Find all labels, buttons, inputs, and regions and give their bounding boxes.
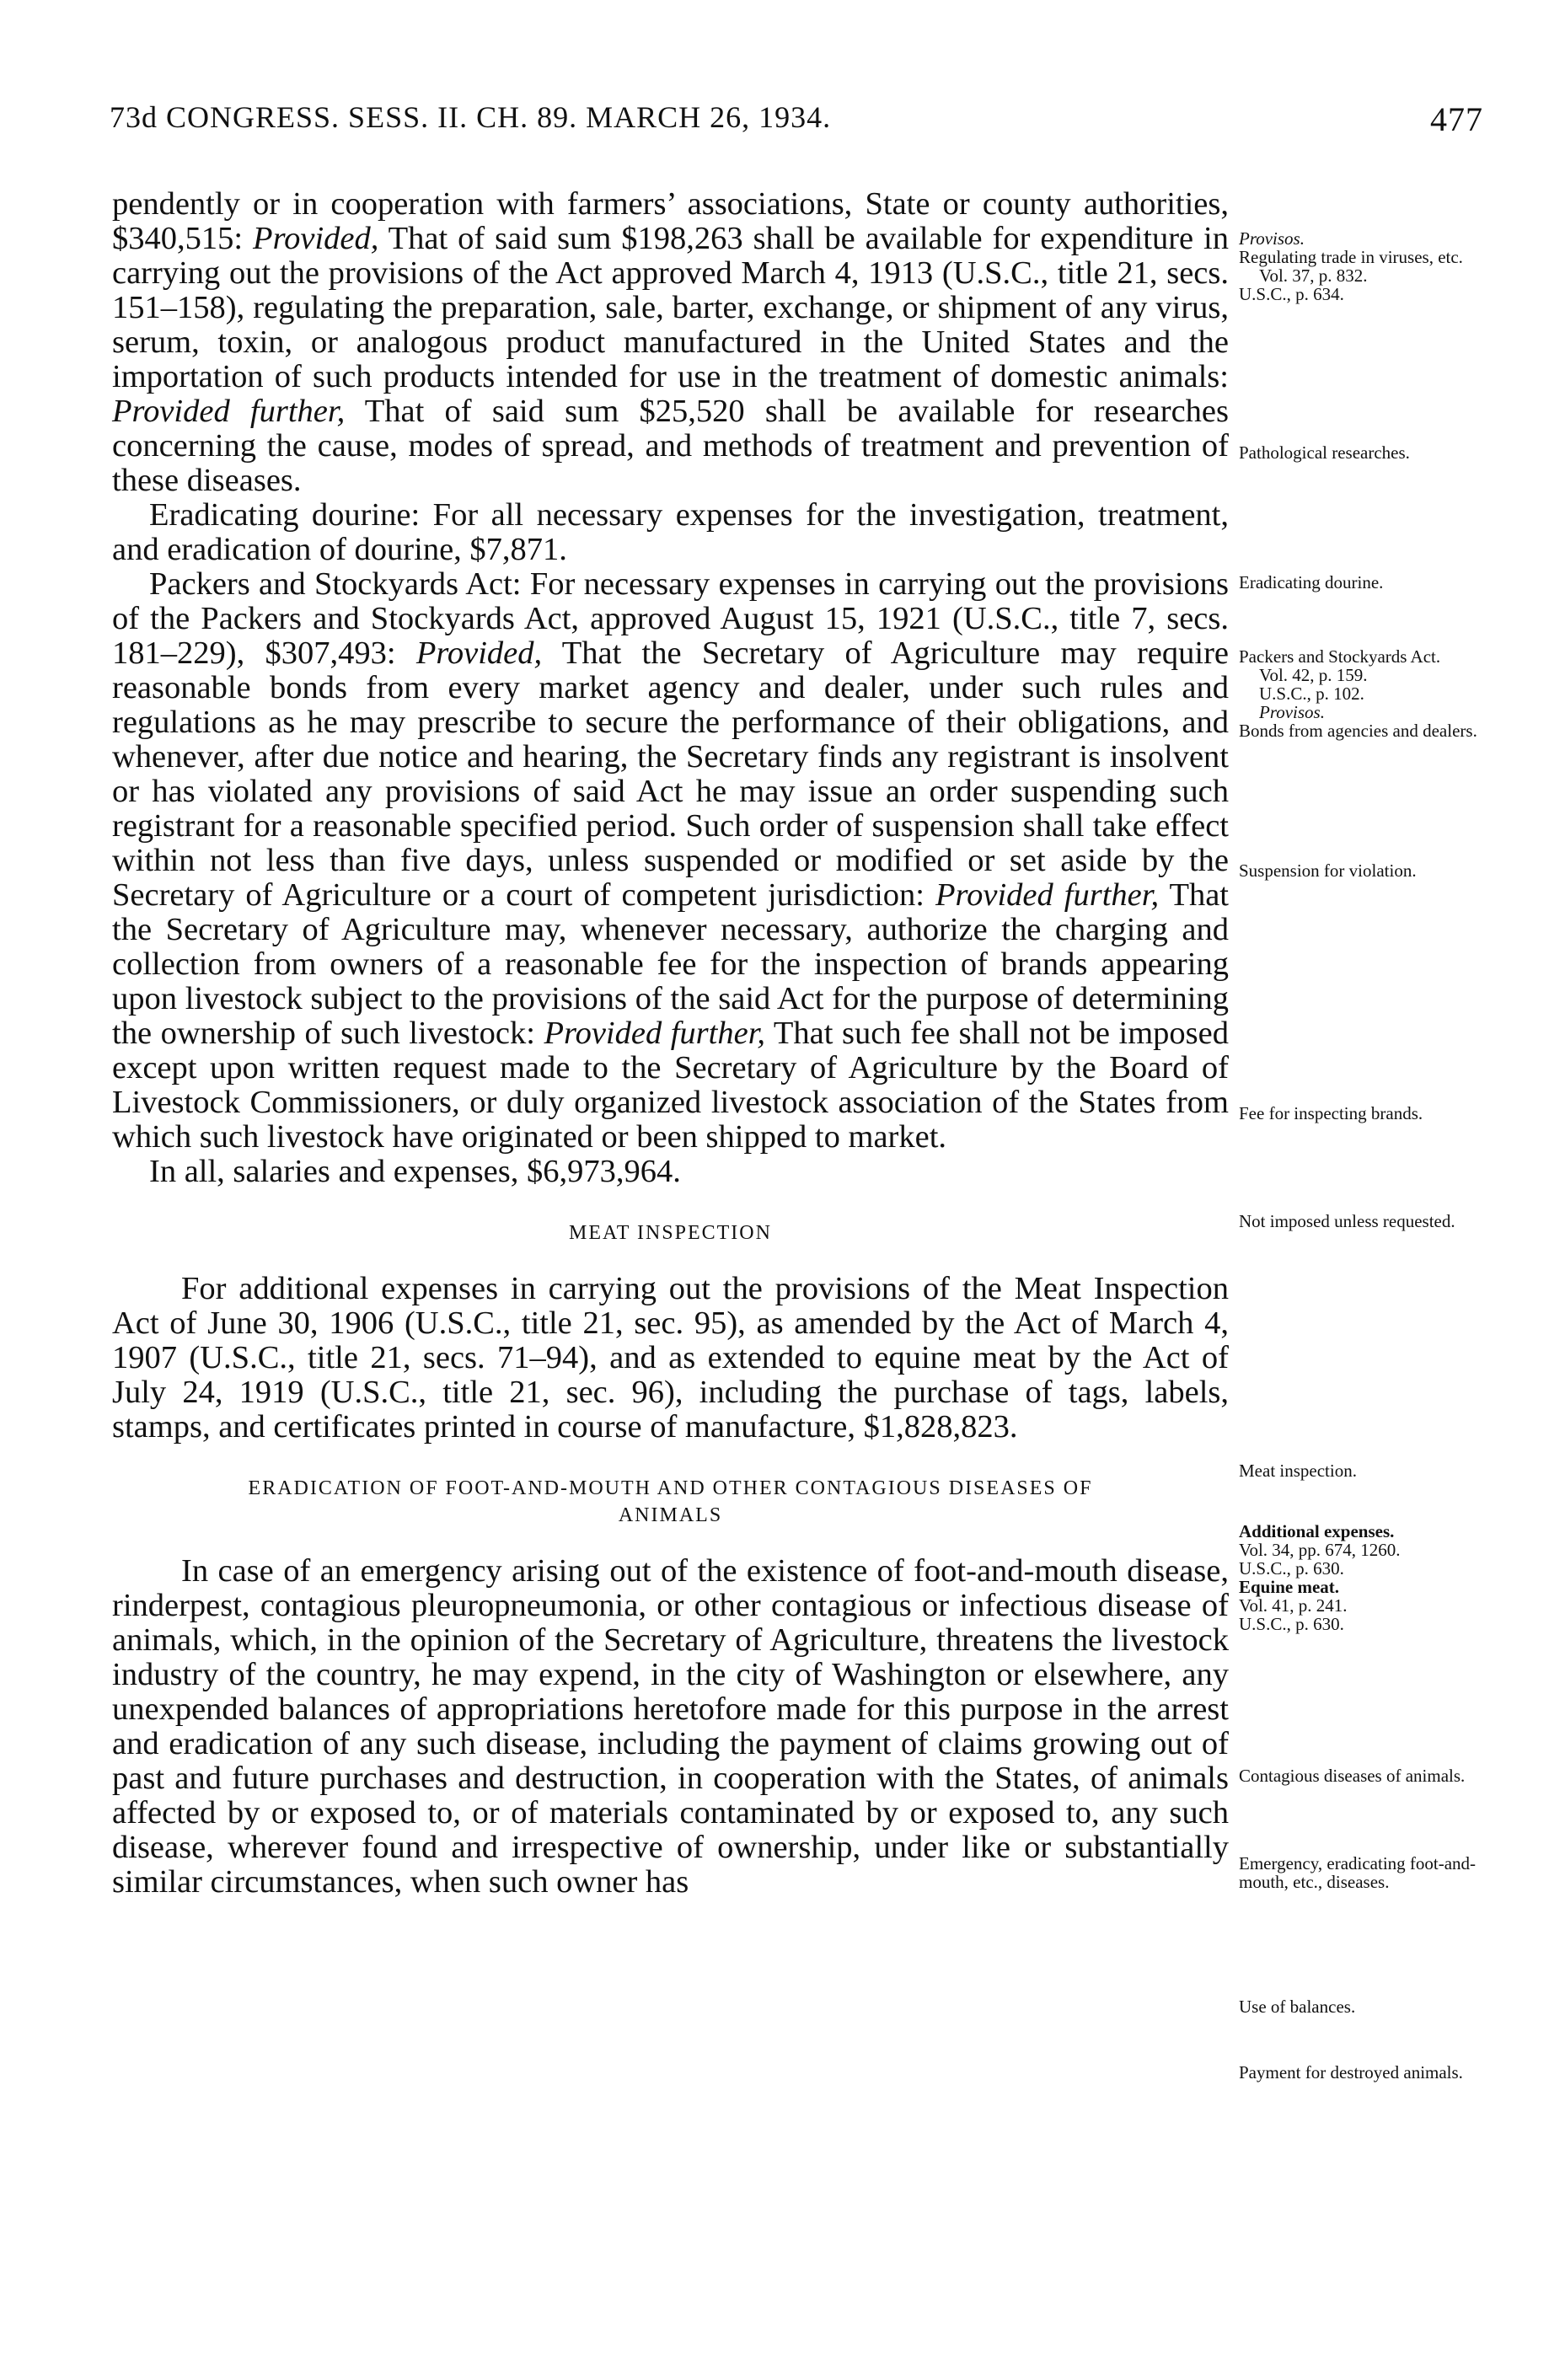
- margin-note-packers: Packers and Stockyards Act. Vol. 42, p. 159. U.S.C., p. 102. Provisos. Bonds from agencies and dealers.: [1239, 646, 1477, 741]
- margin-note-dourine: Eradicating dourine.: [1239, 572, 1384, 592]
- running-head: 73d CONGRESS. SESS. II. CH. 89. MARCH 26, 1934.: [110, 100, 832, 134]
- page-number: 477: [1430, 100, 1483, 138]
- paragraph-dourine: Eradicating dourine: For all necessary expenses for the investigation, treatment, and eradication of dourine, $7,871.: [112, 497, 1229, 567]
- margin-note-pathological: Pathological researches.: [1239, 442, 1410, 463]
- margin-note-not-imposed: Not imposed unless requested.: [1239, 1211, 1455, 1231]
- heading-eradication: ERADICATION OF FOOT-AND-MOUTH AND OTHER CONTAGIOUS DISEASES OF ANIMALS: [248, 1477, 1093, 1526]
- paragraph-meat-inspection: For additional expenses in carrying out the provisions of the Meat Inspection Act of June 30, 1906 (U.S.C., title 21, sec. 95), as amended by the Act of March 4, 1907 (U.S.C., title 21, secs. 71–94), and as extended to equine meat by the Act of July 24, 1919 (U.S.C., title 21, sec. 96), including the purchase of tags, labels, stamps, and certificates printed in course of manufacture, $1,828,823.: [112, 1271, 1229, 1445]
- heading-meat-inspection: MEAT INSPECTION: [569, 1222, 772, 1244]
- margin-note-meat-inspection: Meat inspection.: [1239, 1461, 1357, 1481]
- margin-note-additional: Additional expenses. Vol. 34, pp. 674, 1260. U.S.C., p. 630. Equine meat. Vol. 41, p. 241. U.S.C., p. 630.: [1239, 1521, 1401, 1634]
- margin-note-balances: Use of balances.: [1239, 1997, 1356, 2017]
- paragraph-virus-serum: pendently or in cooperation with farmers’ associations, State or county authorities, $340,515: Provided, That of said sum $198,263 shall be available for expenditure in carrying out the provisions of the Act approved March 4, 1913 (U.S.C., title 21, secs. 151–158), regulating the preparation, sale, barter, exchange, or shipment of any virus, serum, toxin, or analogous product manufactured in the United States and the importation of such products intended for use in the treatment of domestic animals: Provided further, That of said sum $25,520 shall be available for researches concerning the cause, modes of spread, and methods of treatment and prevention of these diseases.: [112, 186, 1230, 498]
- running-header: [110, 99, 1483, 150]
- paragraph-packers-stockyards: Packers and Stockyards Act: For necessary expenses in carrying out the provisions of the Packers and Stockyards Act, approved August 15, 1921 (U.S.C., title 7, secs. 181–229), $307,493: Provided, That the Secretary of Agriculture may require reasonable bonds from every market agency and dealer, under such rules and regulations as he may prescribe to secure the performance of their obligations, and whenever, after due notice and hearing, the Secretary finds any registrant is insolvent or has violated any provisions of said Act he may issue an order suspending such registrant for a reasonable specified period. Such order of suspension shall take effect within not less than five days, unless suspended or modified or set aside by the Secretary of Agriculture or a court of competent jurisdiction: Provided further, That the Secretary of Agriculture may, whenever necessary, authorize the charging and collection from owners of a reasonable fee for the inspection of brands appearing upon livestock subject to the provisions of the said Act for the purpose of determining the ownership of such livestock: Provided further, That such fee shall not be imposed except upon written request made to the Secretary of Agriculture by the Board of Livestock Commissioners, or duly organized livestock association of the States from which such livestock have originated or been shipped to market.: [112, 566, 1230, 1155]
- margin-note-fee: Fee for inspecting brands.: [1239, 1103, 1423, 1123]
- paragraph-total: In all, salaries and expenses, $6,973,964.: [149, 1154, 681, 1189]
- margin-note-payment: Payment for destroyed animals.: [1239, 2062, 1463, 2082]
- paragraph-emergency: In case of an emergency arising out of the existence of foot-and-mouth disease, rinderpest, contagious pleuropneumonia, or other contagious or infectious disease of animals, which, in the opinion of the Secretary of Agriculture, threatens the livestock industry of the country, he may expend, in the city of Washington or elsewhere, any unexpended balances of appropriations heretofore made for this purpose in the arrest and eradication of any such disease, including the payment of claims growing out of past and future purchases and destruction, in cooperation with the States, of animals affected by or exposed to, or of materials contaminated by or exposed to, any such disease, wherever found and irrespective of ownership, under like or substantially similar circumstances, when such owner has: [112, 1553, 1229, 1900]
- margin-note-contagious: Contagious diseases of animals.: [1239, 1766, 1466, 1786]
- main-text: [112, 187, 1229, 1900]
- margin-note-suspension: Suspension for violation.: [1239, 860, 1417, 881]
- margin-note-provisos: Provisos. Regulating trade in viruses, etc. Vol. 37, p. 832. U.S.C., p. 634.: [1239, 228, 1463, 304]
- margin-note-emergency: Emergency, eradicating foot-and-mouth, etc., diseases.: [1239, 1853, 1477, 1892]
